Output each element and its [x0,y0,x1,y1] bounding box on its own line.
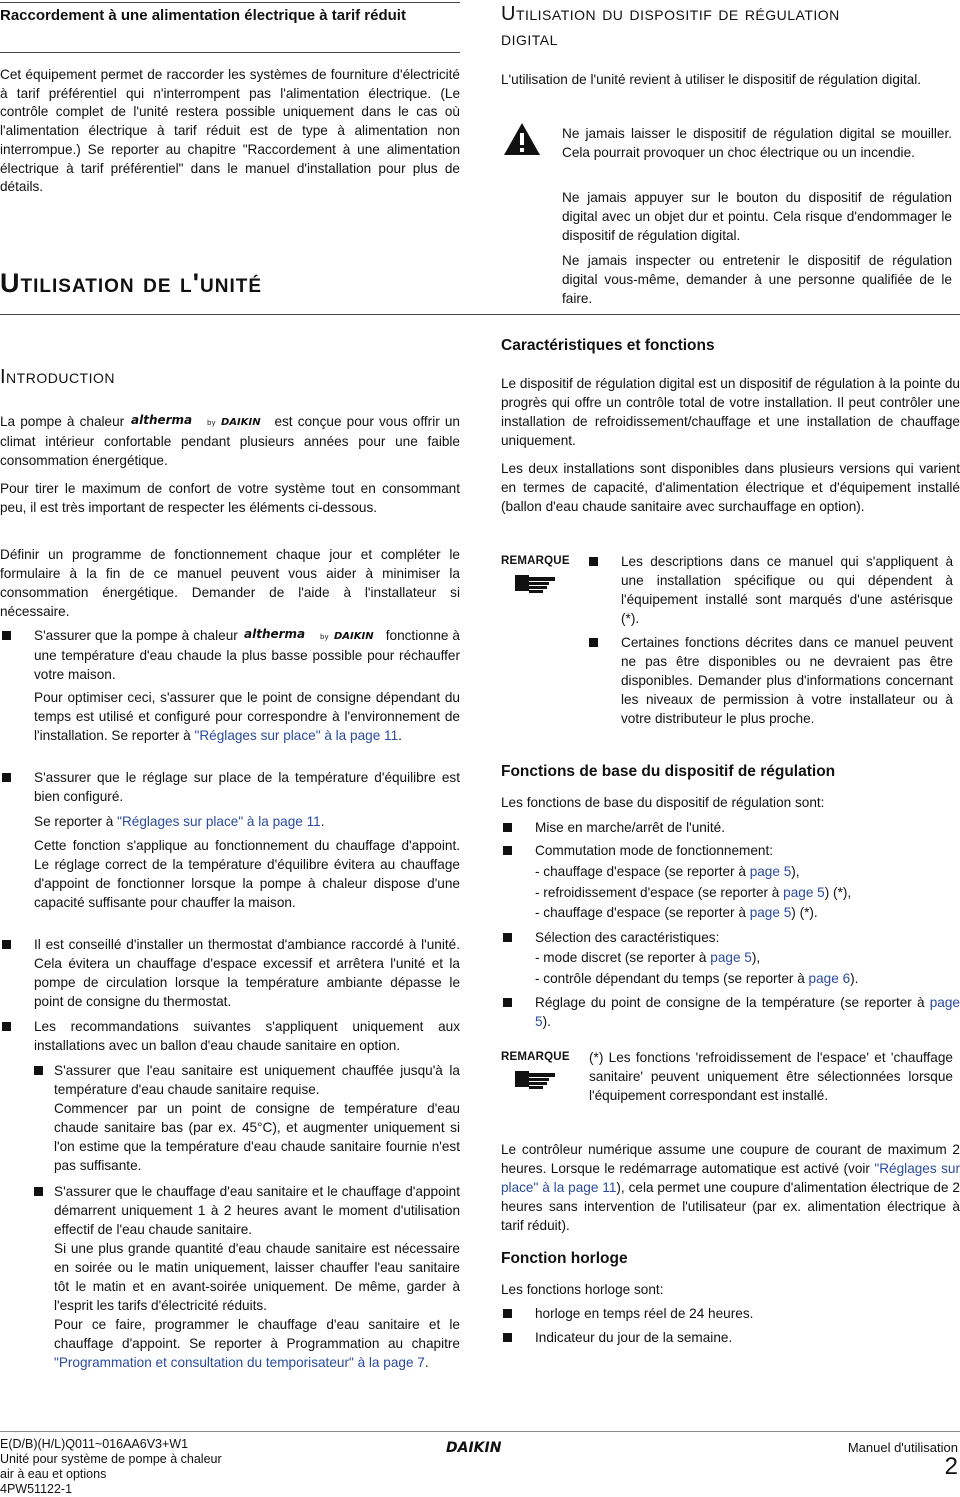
footer-unit-line: Unité pour système de pompe à chaleur [0,1452,222,1466]
link-page5-a[interactable]: page 5 [749,864,792,879]
base-dash-2: - refroidissement d'espace (se reporter à page 5) (*), [535,885,852,900]
subbullet-horaire: S'assurer que le chauffage d'eau sanitaire et le chauffage d'appoint démarrent uniquement 1 à 2 heures avant le moment d'utilisation effectif de l'eau chaude sanitaire. Si une plus grande quantité d'eau chaude sanitaire est nécessaire en soirée ou le matin uniquement, laisser chauffer l'eau sanitaire tôt le matin et en avant-soirée uniquement. De même, garder à l'esprit les tarifs d'électricité réduits. Pour ce faire, programmer le chauffage d'eau sanitaire et le chauffage d'appoint. Se reporter à Programmation au chapitre "Programmation et consultation du temporisateur" à la page 7. [34,1182,460,1372]
base-bullet-4: Réglage du point de consigne de la température (se reporter à page 5). [501,993,960,1031]
controleur-paragraph: Le contrôleur numérique assume une coupure de courant de maximum 2 heures. Lorsque le redémarrage automatique est activé (voir "Réglages sur place" à la page 11), cela permet une coupure d'alimentation électrique de 2 heures sans intervention de l'utilisateur (par ex. alimentation électrique à tarif réduit). [501,1142,960,1233]
intro-p2: Pour tirer le maximum de confort de votre système tout en consommant peu, il est très important de respecter les éléments ci-dessous. [0,481,460,515]
intro-p1: La pompe à chaleur altherma by DAIKIN est conçue pour vous offrir un climat intérieur confortable pendant plusieurs années pour une faible consommation énergétique. [0,412,460,468]
hand-pointer-icon [515,572,557,599]
warning-1: Ne jamais laisser le dispositif de régulation digital se mouiller. Cela pourrait provoquer un choc électrique ou un incendie. [562,126,952,160]
footer-manual-label: Manuel d'utilisation [847,1440,958,1455]
main-title: Utilisation de l'unité [0,268,263,298]
remarque-1-b: Certaines fonctions décrites dans ce manuel peuvent ne pas être disponibles ou ne devraient pas être disponibles. Demander plus d'informations concernant les niveaux de permission à votre installateur ou à votre distributeur le plus proche. [589,633,953,728]
svg-text:DAIKIN: DAIKIN [446,1440,502,1456]
section-title-tarif: Raccordement à une alimentation électrique à tarif réduit [0,7,406,24]
remarque-label-2: REMARQUE [501,1051,570,1063]
svg-text:by: by [207,418,216,427]
footer-model-code: E(D/B)(H/L)Q011~016AA6V3+W1 [0,1437,189,1451]
svg-text:DAIKIN: DAIKIN [221,416,261,427]
base-intro: Les fonctions de base du dispositif de régulation sont: [501,795,825,810]
intro-p3: Définir un programme de fonctionnement chaque jour et compléter le formulaire à la fin de ce manuel peuvent vous aider à minimiser la consommation énergétique. Demander de l'aide à l'installateur si nécessaire. [0,547,460,619]
bullet-ballon: Les recommandations suivantes s'appliquent uniquement aux installations avec un ballon d'eau chaude sanitaire en option. [0,1017,460,1055]
carac-title: Caractéristiques et fonctions [501,337,715,354]
base-bullet-2: Commutation mode de fonctionnement: [501,841,960,860]
svg-text:altherma: altherma [243,626,305,641]
altherma-logo-2 [242,627,382,646]
base-dash-4: - mode discret (se reporter à page 5), [535,950,761,965]
base-title: Fonctions de base du dispositif de régulation [501,763,836,780]
link-page5-d[interactable]: page 5 [710,950,752,965]
footer-daikin-logo [446,1438,518,1461]
link-programmation[interactable]: "Programmation et consultation du temporisateur" à la page 7 [54,1355,425,1370]
horloge-intro: Les fonctions horloge sont: [501,1282,664,1297]
bullet-equilibre-detail: Cette fonction s'applique au fonctionnement du chauffage d'appoint. Le réglage correct de la température d'équilibre évitera au chauffage d'appoint de fonctionner lorsque la pompe à chaleur dispose d'une capacité suffisante pour chauffer la maison. [34,838,460,910]
horloge-bullet-2: Indicateur du jour de la semaine. [501,1328,960,1347]
carac-rule [0,314,960,315]
horloge-title: Fonction horloge [501,1250,628,1267]
page-number: 2 [944,1453,958,1480]
link-reglages-3[interactable]: "Réglages sur place" à la page 11 [501,1161,960,1195]
carac-p2: Les deux installations sont disponibles dans plusieurs versions qui varient en termes de capacité, d'alimentation électrique et d'équipement installé (ballon d'eau chaude sanitaire avec surchauffage en option). [501,461,960,514]
link-page5-e[interactable]: page 5 [535,995,960,1029]
footer-left [0,1437,340,1497]
tarif-paragraph: Cet équipement permet de raccorder les systèmes de fourniture d'électricité à tarif préférentiel qui n'interrompent pas l'alimentation électrique. (Le contrôle complet de l'unité restera possible uniquement dans le cas où l'alimentation électrique à tarif réduit est de type à alimentation non interrompue.) Se reporter au chapitre "Raccordement à une alimentation électrique à tarif préférentiel" dans le manuel d'installation pour plus de détails. [0,67,460,195]
warning-2: Ne jamais appuyer sur le bouton du dispositif de régulation digital avec un objet dur et pointu. Cela risque d'endommager le dispositif de régulation digital. [562,190,952,243]
base-dash-1: - chauffage d'espace (se reporter à page 5), [535,864,800,879]
bullet-equilibre: S'assurer que le réglage sur place de la température d'équilibre est bien configuré. [0,768,460,806]
regulation-intro: L'utilisation de l'unité revient à utiliser le dispositif de régulation digital. [501,72,922,87]
remarque-1-a: Les descriptions dans ce manuel qui s'appliquent à une installation spécifique ou qui dépendent à l'équipement installé sont marqués d'une astérisque (*). [589,552,953,628]
link-page6[interactable]: page 6 [808,971,851,986]
hand-pointer-icon-2 [515,1068,557,1095]
bullet-lowtemp: S'assurer que la pompe à chaleur altherma by DAIKIN fonctionne à une température d'eau chaude la plus basse possible pour réchauffer votre maison. [0,626,460,684]
svg-text:by: by [319,632,329,641]
remarque-label: REMARQUE [501,555,570,567]
base-dash-5: - contrôle dépendant du temps (se reporter à page 6). [535,971,859,986]
carac-p1: Le dispositif de régulation digital est un dispositif de régulation à la pointe du progrès qui offre un contrôle total de votre installation. Il peut contrôler une installation de refroidissement/chauffage et une installation de chauffage uniquement. [501,376,960,448]
footer-rule [0,1431,960,1432]
warning-3: Ne jamais inspecter ou entretenir le dispositif de régulation digital vous-même, demander à une personne qualifiée de le faire. [562,253,952,306]
warning-icon [503,122,541,161]
remarque-block-1 [501,552,570,571]
link-reglages-2[interactable]: "Réglages sur place" à la page 11 [117,814,321,829]
top-rule [0,2,460,3]
base-bullet-1: Mise en marche/arrêt de l'unité. [501,818,960,837]
bullet-thermostat: Il est conseillé d'installer un thermostat d'ambiance raccordé à l'unité. Cela évitera un chauffage d'espace excessif et arrêtera l'unité et la pompe de circulation lorsque la température ambiante dépasse le point de consigne du thermostat. [0,935,460,1011]
link-reglages[interactable]: "Réglages sur place" à la page 11 [194,728,399,743]
regulation-title: Utilisation du dispositif de régulation digital [501,3,840,50]
remarque-block-2 [501,1048,570,1067]
subbullet-temperature: S'assurer que l'eau sanitaire est uniquement chauffée jusqu'à la température d'eau chaude sanitaire requise. Commencer par un point de consigne de température d'eau chaude sanitaire bas (par ex. 45°C), et augmenter uniquement si l'on estime que la température d'eau chaude sanitaire fournie n'est pas suffisante. [34,1061,460,1175]
svg-text:altherma: altherma [131,412,193,427]
footer-options-line: air à eau et options [0,1467,107,1481]
intro-title: Introduction [0,366,115,388]
altherma-logo [129,413,269,432]
bullet-lowtemp-detail: Pour optimiser ceci, s'assurer que le point de consigne dépendant du temps est utilisé et configuré pour correspondre à l'environnement de l'installation. Se reporter à "Réglages sur place" à la page 11. [34,690,460,743]
section-rule [0,52,460,53]
base-bullet-3: Sélection des caractéristiques: [501,928,960,947]
footer-doc-number: 4PW51122-1 [0,1482,73,1496]
svg-text:DAIKIN: DAIKIN [333,630,374,641]
base-dash-3: - chauffage d'espace (se reporter à page 5) (*). [535,905,818,920]
link-page5-b[interactable]: page 5 [783,885,825,900]
link-page5-c[interactable]: page 5 [749,905,792,920]
bullet-equilibre-ref: Se reporter à "Réglages sur place" à la page 11. [34,814,325,829]
horloge-bullet-1: horloge en temps réel de 24 heures. [501,1304,960,1323]
remarque-2-text: (*) Les fonctions 'refroidissement de l'espace' et 'chauffage sanitaire' peuvent uniquement être sélectionnées lorsque l'équipement correspondant est installé. [589,1050,953,1103]
